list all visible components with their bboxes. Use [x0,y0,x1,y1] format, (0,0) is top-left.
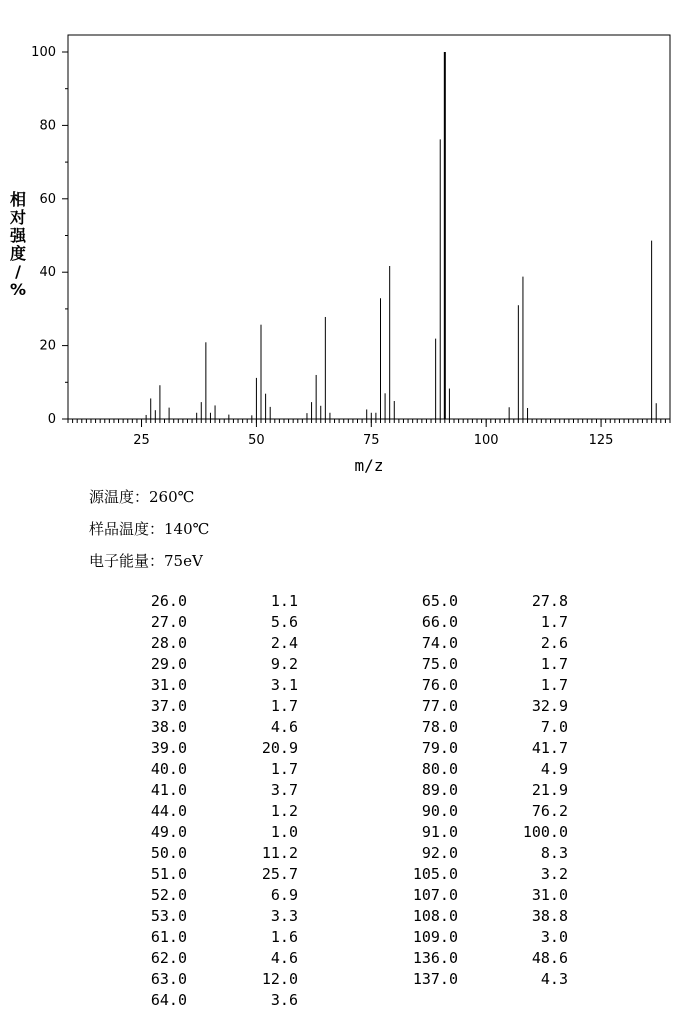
table-row [0,759,696,780]
table-cell-mz: 53.0 [150,907,187,925]
table-row [0,780,696,801]
table-cell-mz: 37.0 [150,697,187,715]
table-cell-intensity: 27.8 [531,592,568,610]
table-cell-intensity: 8.3 [540,844,568,862]
table-cell-mz: 77.0 [421,697,458,715]
table-cell-intensity: 1.7 [270,697,298,715]
table-row [0,717,696,738]
table-cell-mz: 38.0 [150,718,187,736]
table-row [0,654,696,675]
table-cell-mz: 76.0 [421,676,458,694]
table-row [0,843,696,864]
table-row [0,612,696,633]
table-cell-mz: 90.0 [421,802,458,820]
table-cell-intensity: 7.0 [540,718,568,736]
y-axis-title-char: 度 [9,244,27,263]
table-row [0,801,696,822]
condition-value: 260℃ [149,488,195,506]
table-row [0,738,696,759]
table-cell-mz: 78.0 [421,718,458,736]
table-row [0,906,696,927]
table-cell-intensity: 31.0 [531,886,568,904]
table-cell-intensity: 25.7 [261,865,298,883]
table-cell-mz: 65.0 [421,592,458,610]
table-cell-mz: 109.0 [412,928,458,946]
table-cell-intensity: 76.2 [531,802,568,820]
y-tick-label: 60 [39,191,56,207]
y-tick-label: 40 [39,265,56,281]
table-row [0,696,696,717]
table-row [0,633,696,654]
table-row [0,675,696,696]
table-cell-intensity: 4.6 [270,718,298,736]
x-tick-label: 25 [133,433,150,448]
table-row [0,822,696,843]
table-cell-intensity: 5.6 [270,613,298,631]
table-row [0,717,696,738]
x-tick-label: 125 [588,433,614,448]
table-row [0,864,696,885]
table-cell-mz: 137.0 [412,970,458,988]
table-cell-intensity: 41.7 [531,739,568,757]
condition-label: 电子能量： [89,552,165,570]
table-row [0,822,696,843]
table-row [0,927,696,948]
condition-row [89,518,209,539]
table-cell-intensity: 1.0 [270,823,298,841]
table-row [0,780,696,801]
table-cell-intensity: 11.2 [261,844,298,862]
table-cell-intensity: 1.7 [270,760,298,778]
y-axis-title-char: 对 [9,208,27,227]
table-row [0,948,696,969]
table-cell-intensity: 3.6 [270,991,298,1009]
condition-value: 75eV [164,552,203,570]
table-row [0,885,696,906]
table-row [0,948,696,969]
condition-row [89,486,194,507]
table-cell-mz: 50.0 [150,844,187,862]
table-cell-mz: 39.0 [150,739,187,757]
table-cell-mz: 136.0 [412,949,458,967]
table-cell-mz: 52.0 [150,886,187,904]
table-cell-intensity: 2.6 [540,634,568,652]
table-cell-mz: 44.0 [150,802,187,820]
table-cell-intensity: 48.6 [531,949,568,967]
table-cell-mz: 63.0 [150,970,187,988]
table-cell-mz: 28.0 [150,634,187,652]
table-row [0,591,696,612]
table-cell-mz: 74.0 [421,634,458,652]
table-row [0,738,696,759]
table-cell-intensity: 21.9 [531,781,568,799]
table-cell-mz: 40.0 [150,760,187,778]
x-minor-ticks [68,419,670,423]
table-cell-mz: 29.0 [150,655,187,673]
table-cell-intensity: 1.7 [540,655,568,673]
table-row [0,759,696,780]
table-cell-intensity: 3.2 [540,865,568,883]
condition-label: 源温度： [89,488,150,506]
condition-label: 样品温度： [89,520,165,538]
table-row [0,696,696,717]
y-axis-title-char: 强 [9,226,27,245]
table-row [0,885,696,906]
condition-row [89,550,203,571]
table-cell-intensity: 38.8 [531,907,568,925]
table-cell-mz: 51.0 [150,865,187,883]
table-row [0,864,696,885]
spectrum-peaks [146,52,656,419]
y-axis-title [9,190,27,299]
y-axis-title-char: / [15,262,21,281]
table-row [0,801,696,822]
table-cell-mz: 108.0 [412,907,458,925]
table-cell-mz: 27.0 [150,613,187,631]
x-major-ticks [133,419,613,448]
table-cell-intensity: 3.7 [270,781,298,799]
table-row [0,654,696,675]
table-row [0,675,696,696]
y-tick-label: 0 [47,412,56,427]
table-cell-intensity: 2.4 [270,634,298,652]
table-cell-intensity: 4.6 [270,949,298,967]
table-cell-intensity: 1.7 [540,613,568,631]
table-cell-mz: 91.0 [421,823,458,841]
table-cell-intensity: 1.7 [540,676,568,694]
table-row [0,906,696,927]
table-row [0,612,696,633]
y-tick-label: 20 [39,338,56,354]
table-cell-mz: 62.0 [150,949,187,967]
table-cell-mz: 41.0 [150,781,187,799]
table-row [0,843,696,864]
table-cell-mz: 66.0 [421,613,458,631]
table-row [0,990,696,1011]
table-cell-intensity: 32.9 [531,697,568,715]
x-axis-title: m/z [354,456,384,475]
table-cell-mz: 105.0 [412,865,458,883]
table-cell-intensity: 4.3 [540,970,568,988]
table-cell-intensity: 1.1 [270,592,298,610]
y-ticks [31,45,68,427]
y-axis-title-char: 相 [9,190,27,209]
table-cell-mz: 92.0 [421,844,458,862]
plot-frame [68,35,670,419]
table-cell-mz: 61.0 [150,928,187,946]
table-cell-intensity: 100.0 [522,823,568,841]
table-cell-mz: 75.0 [421,655,458,673]
condition-value: 140℃ [164,520,210,538]
table-cell-intensity: 3.0 [540,928,568,946]
table-cell-mz: 107.0 [412,886,458,904]
table-cell-intensity: 20.9 [261,739,298,757]
x-tick-label: 100 [473,433,499,448]
table-row [0,633,696,654]
table-cell-mz: 49.0 [150,823,187,841]
table-cell-mz: 31.0 [150,676,187,694]
x-tick-label: 75 [363,433,380,448]
table-row [0,927,696,948]
table-cell-mz: 79.0 [421,739,458,757]
y-tick-label: 100 [31,45,56,60]
table-row [0,969,696,990]
y-axis-title-char: % [9,280,27,299]
table-row [0,969,696,990]
table-cell-intensity: 3.1 [270,676,298,694]
x-tick-label: 50 [248,433,265,448]
table-cell-intensity: 6.9 [270,886,298,904]
table-cell-mz: 80.0 [421,760,458,778]
table-cell-intensity: 4.9 [540,760,568,778]
table-cell-intensity: 1.6 [270,928,298,946]
table-row [0,591,696,612]
table-cell-intensity: 1.2 [270,802,298,820]
mass-spectrum-chart [0,0,696,480]
table-cell-mz: 26.0 [150,592,187,610]
table-cell-intensity: 3.3 [270,907,298,925]
table-cell-mz: 89.0 [421,781,458,799]
y-tick-label: 80 [39,118,56,134]
table-cell-mz: 64.0 [150,991,187,1009]
table-cell-intensity: 12.0 [261,970,298,988]
table-cell-intensity: 9.2 [270,655,298,673]
